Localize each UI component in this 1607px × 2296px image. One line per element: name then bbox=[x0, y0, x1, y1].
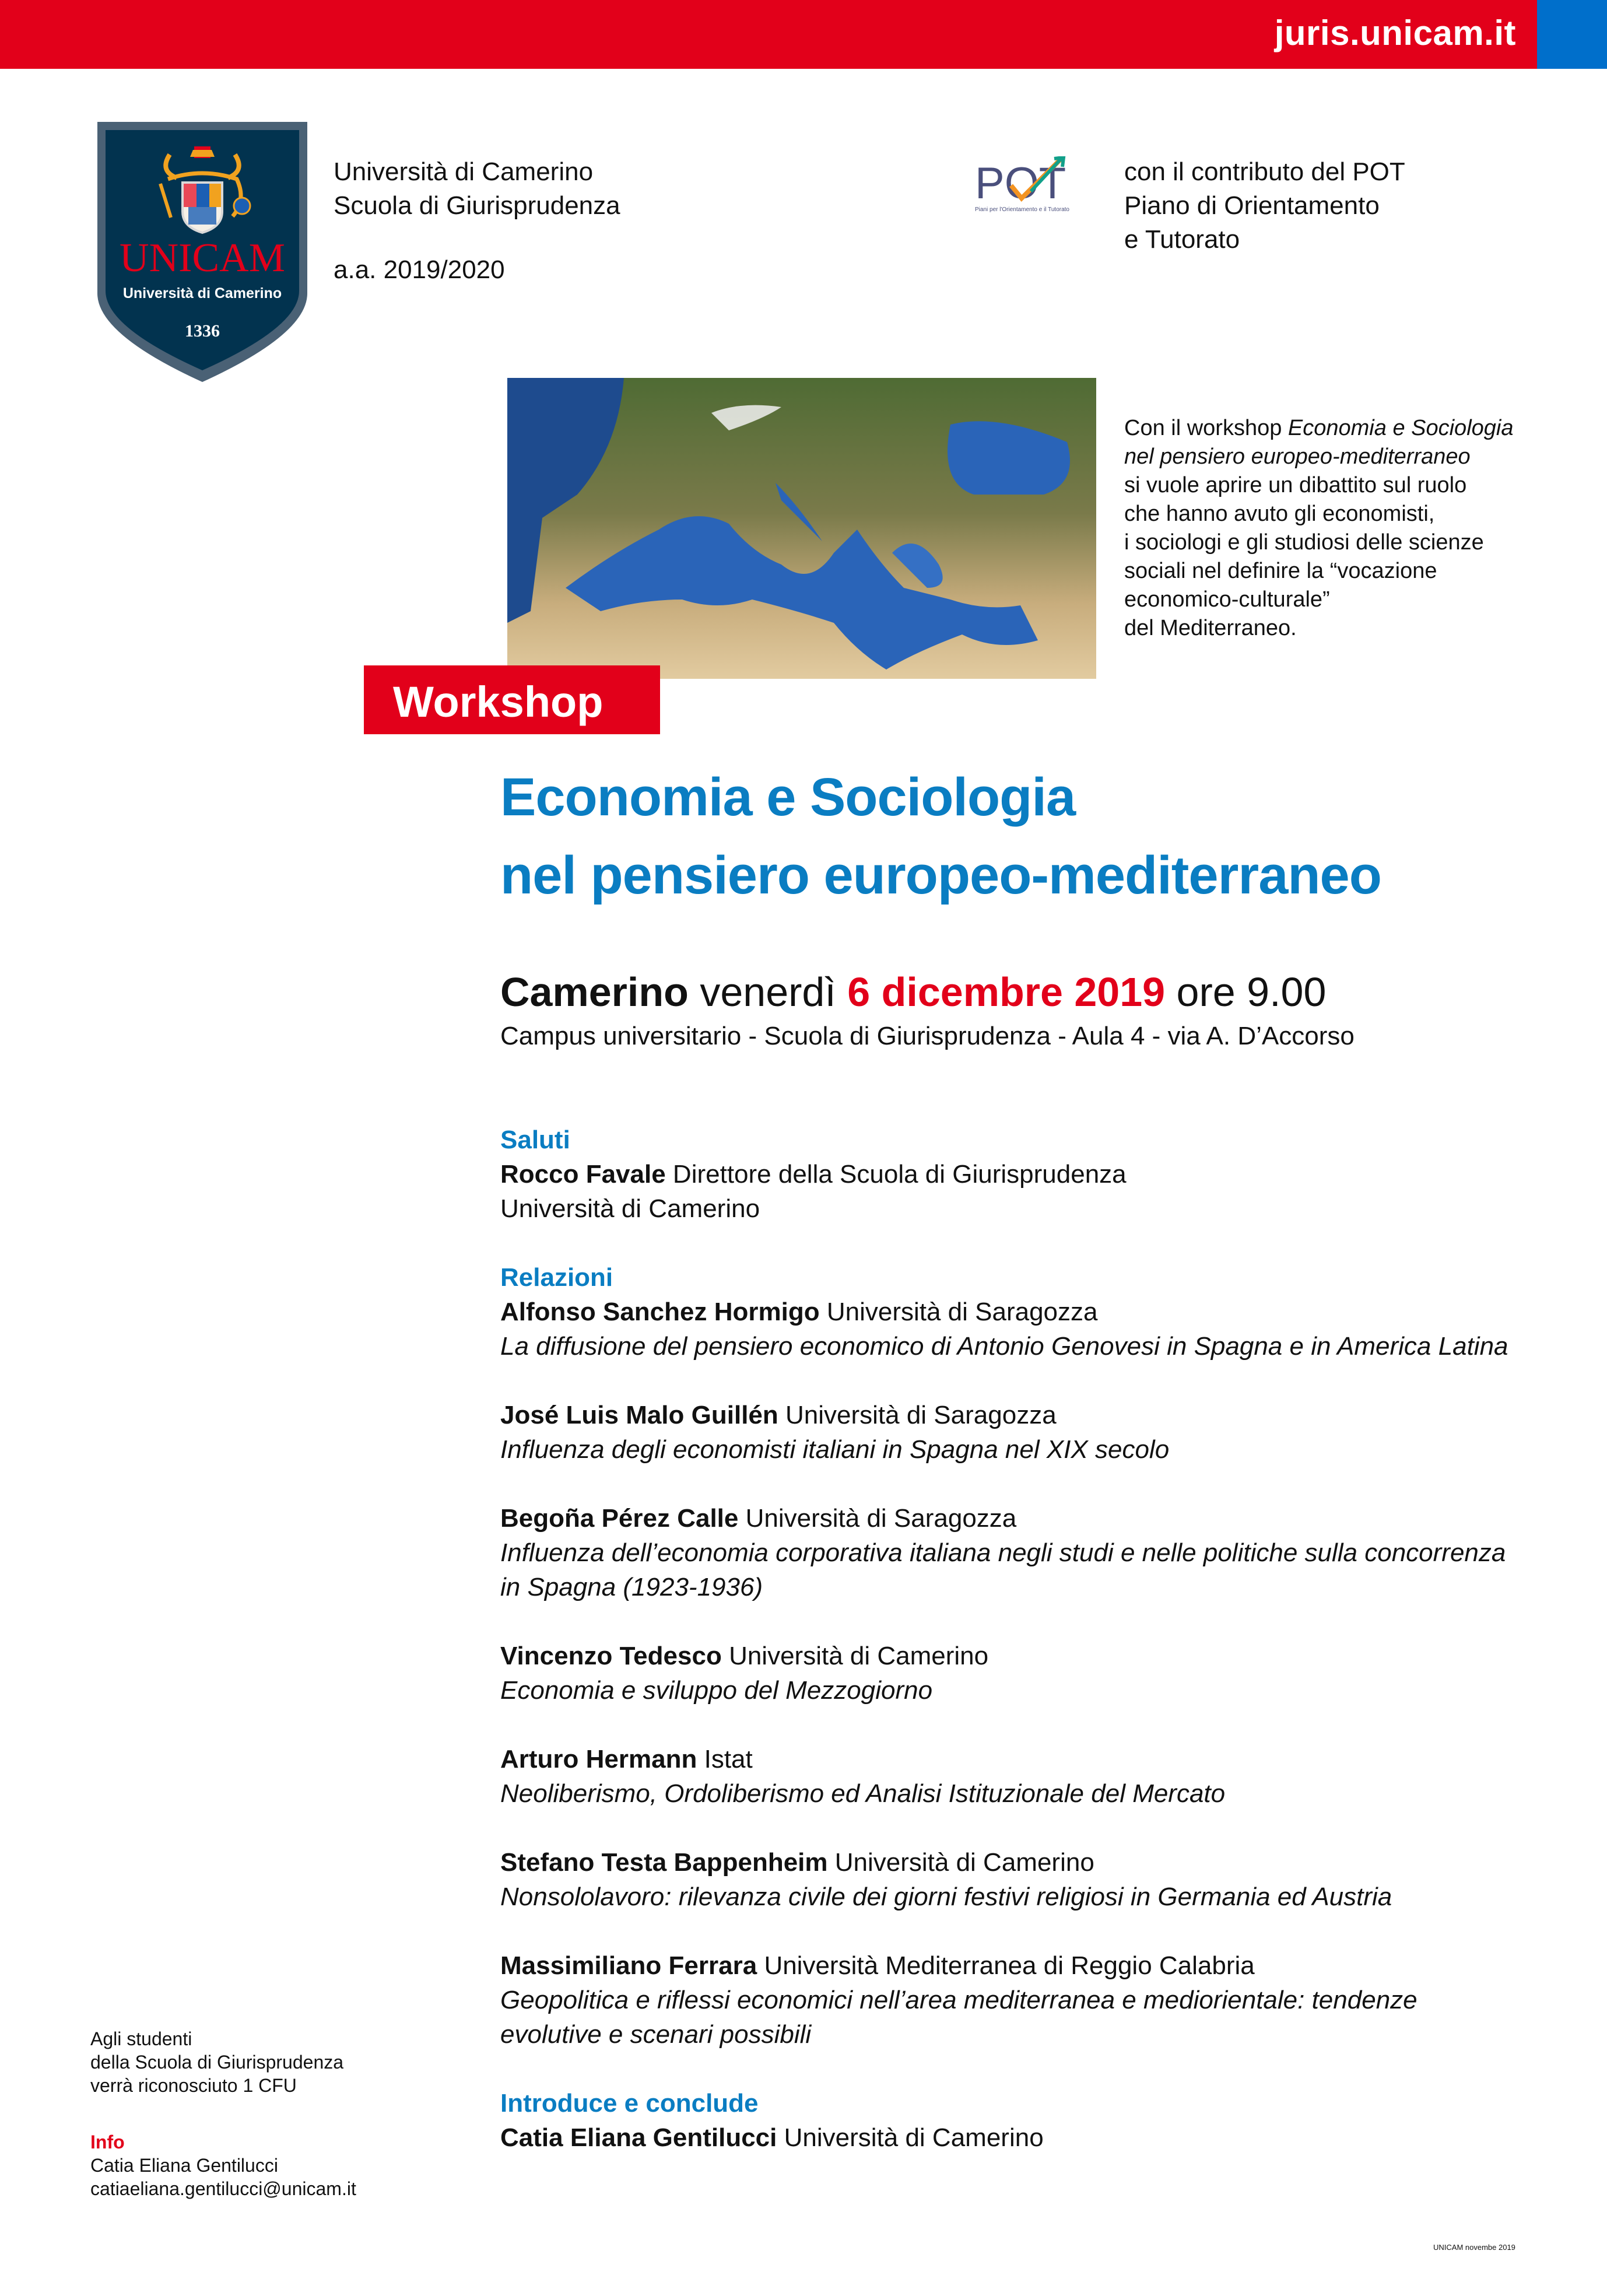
speaker-name: Rocco Favale bbox=[500, 1160, 666, 1189]
speaker-affiliation: Università di Camerino bbox=[729, 1642, 989, 1670]
pot-line: con il contributo del POT bbox=[1124, 157, 1405, 186]
school-block bbox=[334, 155, 620, 223]
intro-italic-title: nel pensiero europeo-mediterraneo bbox=[1124, 444, 1471, 469]
info-heading: Info bbox=[90, 2132, 125, 2153]
footer-note: UNICAM novembe 2019 bbox=[1433, 2243, 1515, 2252]
info-block bbox=[90, 2130, 356, 2200]
speaker-name: José Luis Malo Guillén bbox=[500, 1401, 778, 1429]
pot-contribution-block bbox=[1124, 155, 1405, 257]
workshop-badge bbox=[364, 665, 660, 734]
speaker-role: Direttore della Scuola di Giurisprudenza bbox=[672, 1160, 1127, 1189]
title-line: Economia e Sociologia bbox=[500, 767, 1076, 827]
pot-logo-caption: Piani per l'Orientamento e il Tutorato bbox=[975, 206, 1069, 213]
speaker-affiliation: Università di Saragozza bbox=[785, 1401, 1057, 1429]
speaker-entry bbox=[500, 1639, 1562, 1708]
intro-line: del Mediterraneo. bbox=[1124, 616, 1297, 640]
pot-line: e Tutorato bbox=[1124, 225, 1240, 254]
unicam-crest-logo bbox=[95, 118, 310, 384]
event-date: 6 dicembre 2019 bbox=[847, 969, 1166, 1015]
section-closing bbox=[500, 2086, 1562, 2155]
speaker-entry bbox=[500, 1845, 1562, 1914]
top-bar-blue-accent bbox=[1537, 0, 1607, 69]
event-time: ore 9.00 bbox=[1176, 969, 1327, 1015]
speaker-name: Begoña Pérez Calle bbox=[500, 1504, 739, 1533]
event-title bbox=[500, 758, 1381, 914]
speaker-affiliation: Università di Camerino bbox=[834, 1848, 1094, 1877]
speaker-affiliation: Università di Camerino bbox=[784, 2123, 1044, 2152]
talk-title: in Spagna (1923-1936) bbox=[500, 1573, 763, 1601]
intro-line: si vuole aprire un dibattito sul ruolo bbox=[1124, 473, 1467, 497]
students-note bbox=[90, 2027, 343, 2097]
speaker-entry bbox=[500, 1398, 1562, 1467]
intro-prefix: Con il workshop bbox=[1124, 416, 1288, 440]
school-line: Scuola di Giurisprudenza bbox=[334, 191, 620, 220]
speaker-entry bbox=[500, 1742, 1562, 1811]
crest-subtitle: Università di Camerino bbox=[122, 285, 282, 302]
talk-title: Geopolitica e riflessi economici nell’area mediterranea e mediorientale: tendenze bbox=[500, 1986, 1417, 2014]
crest-unicam-text: UNICAM bbox=[120, 236, 285, 281]
speaker-entry bbox=[500, 1948, 1562, 2052]
speaker-name: Vincenzo Tedesco bbox=[500, 1642, 722, 1670]
intro-line: sociali nel definire la “vocazione bbox=[1124, 559, 1437, 583]
mediterranean-satellite-map bbox=[507, 378, 1096, 679]
speaker-affiliation: Università di Camerino bbox=[500, 1194, 760, 1223]
event-venue: Campus universitario - Scuola di Giurisprudenza - Aula 4 - via A. D’Accorso bbox=[500, 1022, 1355, 1050]
intro-line: economico-culturale” bbox=[1124, 587, 1330, 612]
speaker-entry bbox=[500, 1295, 1562, 1363]
program bbox=[500, 1123, 1562, 2155]
info-name: Catia Eliana Gentilucci bbox=[90, 2155, 278, 2176]
site-url-link[interactable]: juris.unicam.it bbox=[1274, 13, 1516, 52]
section-saluti bbox=[500, 1123, 1562, 1226]
intro-paragraph bbox=[1124, 414, 1544, 643]
event-day: venerdì bbox=[700, 969, 836, 1015]
talk-title: Nonsololavoro: rilevanza civile dei giorni festivi religiosi in Germania ed Austria bbox=[500, 1883, 1392, 1911]
speaker-name: Arturo Hermann bbox=[500, 1745, 697, 1773]
pot-logo-text: POT bbox=[975, 159, 1066, 208]
title-line: nel pensiero europeo-mediterraneo bbox=[500, 846, 1381, 905]
students-note-line: Agli studenti bbox=[90, 2028, 192, 2049]
speaker-list bbox=[500, 1295, 1562, 2052]
speaker-name: Catia Eliana Gentilucci bbox=[500, 2123, 777, 2152]
talk-title: evolutive e scenari possibili bbox=[500, 2020, 812, 2049]
speaker-name: Stefano Testa Bappenheim bbox=[500, 1848, 828, 1877]
students-note-line: della Scuola di Giurisprudenza bbox=[90, 2052, 344, 2073]
speaker-affiliation: Università di Saragozza bbox=[826, 1298, 1098, 1326]
pot-line: Piano di Orientamento bbox=[1124, 191, 1380, 220]
intro-line: i sociologi e gli studiosi delle scienze bbox=[1124, 530, 1484, 555]
speaker-affiliation: Università Mediterranea di Reggio Calabria bbox=[764, 1951, 1255, 1980]
event-date-line bbox=[500, 967, 1326, 1017]
section-heading: Introduce e conclude bbox=[500, 2089, 759, 2118]
academic-year: a.a. 2019/2020 bbox=[334, 255, 505, 284]
intro-line: che hanno avuto gli economisti, bbox=[1124, 502, 1435, 526]
speaker-affiliation: Istat bbox=[704, 1745, 753, 1773]
talk-title: Influenza dell’economia corporativa italiana negli studi e nelle politiche sulla concorrenza bbox=[500, 1538, 1506, 1567]
students-note-line: verrà riconosciuto 1 CFU bbox=[90, 2075, 297, 2096]
talk-title: Economia e sviluppo del Mezzogiorno bbox=[500, 1676, 933, 1705]
speaker-name: Alfonso Sanchez Hormigo bbox=[500, 1298, 820, 1326]
intro-italic-title: Economia e Sociologia bbox=[1287, 416, 1514, 440]
speaker-name: Massimiliano Ferrara bbox=[500, 1951, 757, 1980]
crest-year: 1336 bbox=[185, 321, 220, 341]
section-heading: Saluti bbox=[500, 1126, 570, 1154]
section-heading: Relazioni bbox=[500, 1263, 613, 1292]
talk-title: La diffusione del pensiero economico di Antonio Genovesi in Spagna e in America Latina bbox=[500, 1332, 1508, 1361]
talk-title: Neoliberismo, Ordoliberismo ed Analisi Istituzionale del Mercato bbox=[500, 1779, 1226, 1808]
speaker-entry bbox=[500, 1501, 1562, 1604]
speaker-affiliation: Università di Saragozza bbox=[745, 1504, 1017, 1533]
pot-logo bbox=[973, 156, 1096, 215]
talk-title: Influenza degli economisti italiani in Spagna nel XIX secolo bbox=[500, 1435, 1170, 1464]
event-city: Camerino bbox=[500, 969, 689, 1015]
school-line: Università di Camerino bbox=[334, 157, 594, 186]
info-email-link[interactable]: catiaeliana.gentilucci@unicam.it bbox=[90, 2178, 356, 2199]
workshop-label: Workshop bbox=[393, 678, 603, 726]
